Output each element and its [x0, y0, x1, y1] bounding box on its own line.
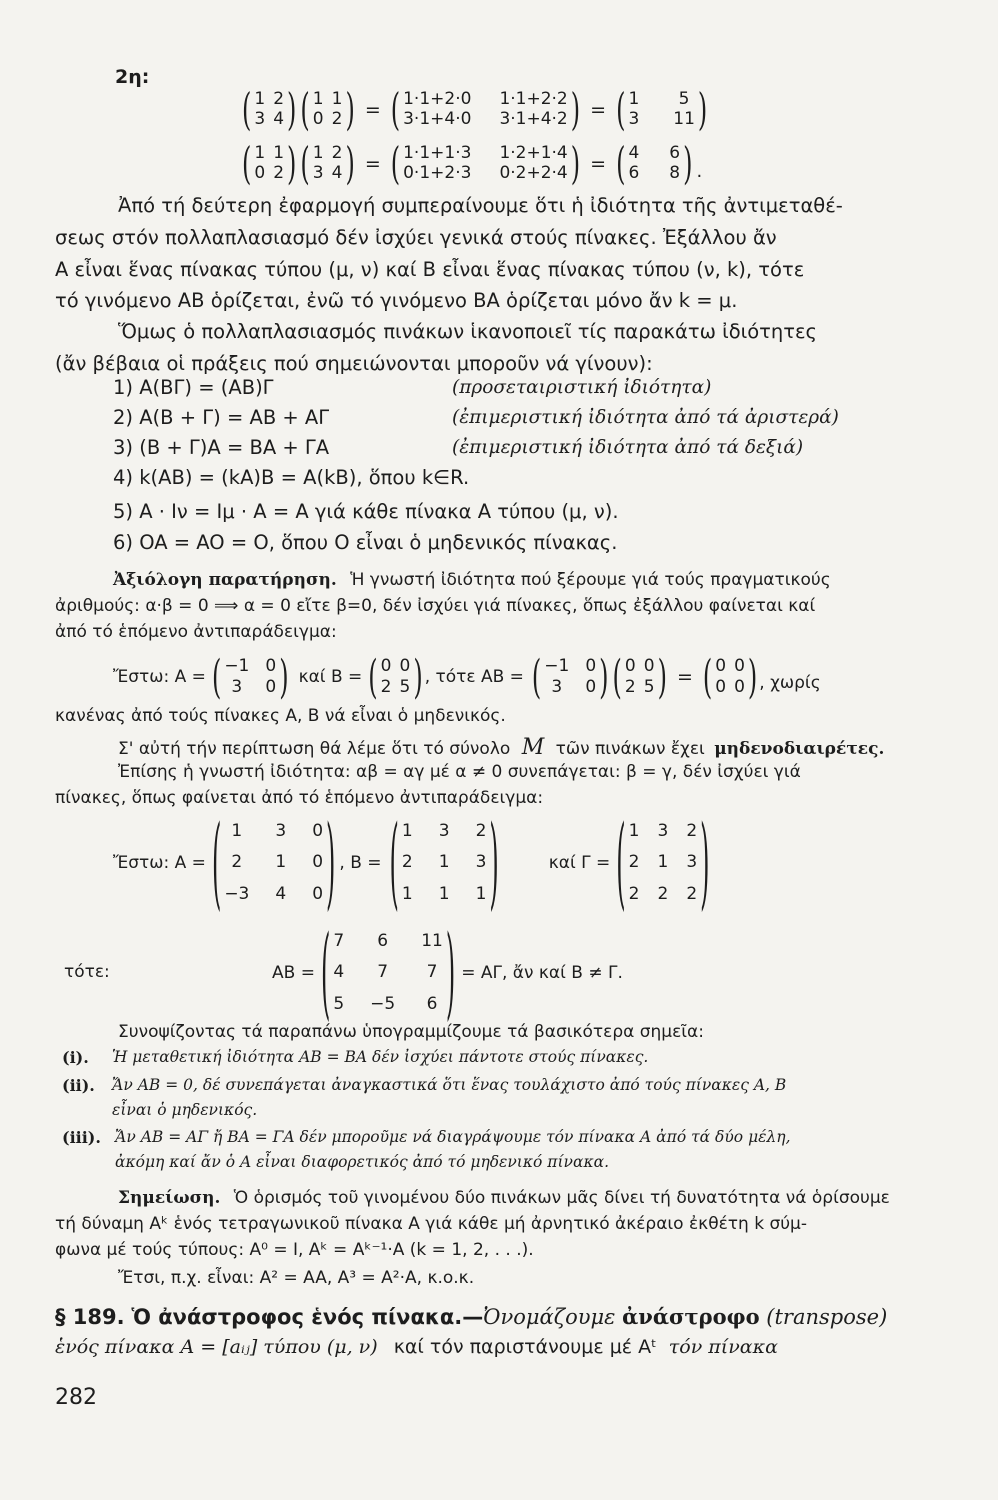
- para1-line-2: σεως στόν πολλαπλασιασμό δέν ἰσχύει γενικά στούς πίνακες. Ἐξάλλου ἄν: [55, 226, 777, 249]
- example-label: 2η:: [115, 66, 150, 88]
- ex3-intro: Ἔστω: A =: [113, 667, 206, 687]
- ex4-matrix-ab: [320, 914, 456, 1032]
- ex2-row2-b: [300, 138, 355, 190]
- ex3-matrix-b-repeat-cell-0-1: 0: [643, 655, 655, 676]
- ex3-matrix-b: [368, 650, 423, 704]
- ex4-matrix-g-cell-2-0: 2: [628, 883, 640, 904]
- ex2-row1-b-cell-1-0: 0: [312, 109, 324, 129]
- ex4-matrix-b-right-paren: ): [489, 804, 499, 922]
- counterexample-zero-product: [113, 652, 821, 702]
- ex2-row2-eq2: =: [590, 153, 607, 175]
- ex2-row2-res-cell-1-0: 6: [628, 163, 640, 183]
- ex2-row1-b-cell-0-0: 1: [312, 89, 324, 110]
- ex4-matrix-ab-cell-1-0: 4: [333, 962, 345, 983]
- zerodiv-text-a: Σ' αὐτή τήν περίπτωση θά λέμε ὅτι τό σύνολο: [118, 739, 511, 759]
- ex4-matrix-g: [616, 804, 710, 922]
- ex3-matrix-b-right-paren: ): [413, 650, 423, 704]
- ex4-matrix-a-cell-1-2: 0: [312, 852, 324, 873]
- ex2-row2-a-cells: [251, 142, 287, 186]
- para2-line-1: Ὅμως ὁ πολλαπλασιασμός πινάκων ἱκανοποιεῖ τίς παρακάτω ἰδιότητες: [118, 320, 817, 343]
- counterexample-cancellation: [113, 804, 712, 922]
- ex3-matrix-b-left-paren: (: [368, 650, 378, 704]
- property-5-formula: 5) A · Iν = Iμ · A = A γιά κάθε πίνακα A τύπου (μ, ν).: [113, 500, 619, 523]
- ex4-matrix-b-cell-2-0: 1: [401, 883, 413, 904]
- ex2-row2-b-cell-1-1: 4: [331, 163, 343, 183]
- ex3-matrix-a-cell-0-0: −1: [224, 655, 250, 676]
- section-term: ἀνάστροφο: [622, 1304, 760, 1329]
- ex3-matrix-a-right-paren: ): [279, 650, 289, 704]
- ex2-row1-a-cell-0-0: 1: [254, 89, 266, 110]
- ex3-matrix-a-cell-1-1: 0: [265, 677, 277, 697]
- ex2-row1-eq1: =: [364, 99, 381, 121]
- ex4-matrix-ab-cell-2-2: 6: [426, 993, 438, 1014]
- ex4-matrix-b-cell-2-1: 1: [438, 883, 450, 904]
- ex4-matrix-a-cell-2-0: −3: [224, 883, 250, 904]
- ex3-matrix-a-repeat-right-paren: ): [599, 650, 609, 704]
- note-line1: Ὁ ὁρισμός τοῦ γινομένου δύο πινάκων μᾶς δίνει τή δυνατότητα νά ὁρίσουμε: [233, 1188, 890, 1208]
- summary-item-3-line-2: ἀκόμη καί ἄν ὁ A εἶναι διαφορετικός ἀπό τό μηδενικό πίνακα.: [115, 1153, 610, 1171]
- property-3-formula: 3) (B + Γ)A = BA + ΓA: [113, 436, 330, 459]
- ex4-matrix-a-cell-1-1: 1: [275, 852, 287, 873]
- section-line2-b: καί τόν παριστάνουμε μέ Aᵗ: [393, 1336, 657, 1358]
- ex2-row1-prod-left-paren: (: [390, 84, 401, 136]
- ex2-row2-prod-cells: [400, 142, 571, 186]
- section-title: Ὁ ἀνάστροφος ἑνός πίνακα.—: [131, 1305, 484, 1329]
- ex4-matrix-a-cell-2-1: 4: [275, 883, 287, 904]
- ex3-matrix-b-cell-0-0: 0: [380, 655, 392, 676]
- ex4-matrix-b-left-paren: (: [389, 804, 399, 922]
- note: [118, 1188, 890, 1208]
- ex2-row2-a-left-paren: (: [242, 138, 252, 190]
- ex3-matrix-b-repeat-cell-0-0: 0: [624, 655, 636, 676]
- ex2-row1-eq2: =: [590, 99, 607, 121]
- ex3-matrix-a-left-paren: (: [211, 650, 222, 704]
- ex2-row2-res-left-paren: (: [616, 138, 626, 190]
- ex2-row1-b-cells: [310, 88, 346, 132]
- ex2-row2-res-right-paren: ): [683, 138, 693, 190]
- para1-line-1: Ἀπό τή δεύτερη ἐφαρμογή συμπεραίνουμε ὅτι ἡ ἰδιότητα τῆς ἀντιμεταθέ-: [118, 194, 843, 217]
- summary-item-2-number: (ii).: [62, 1076, 95, 1095]
- ex2-row1-b-right-paren: ): [345, 84, 355, 136]
- ex3-matrix-a-cell-1-0: 3: [231, 677, 243, 697]
- section-number: § 189.: [55, 1305, 125, 1329]
- ex3-matrix-a: [211, 650, 289, 704]
- property-3-note: (ἐπιμεριστική ἰδιότητα ἀπό τά δεξιά): [452, 437, 804, 458]
- note-line2: τή δύναμη Aᵏ ἑνός τετραγωνικοῦ πίνακα A γιά κάθε μή ἀρνητικό ἀκέραιο ἐκθέτη k σύμ-: [55, 1214, 808, 1234]
- ex2-row2-prod: [390, 138, 581, 190]
- ex4-matrix-b-cell-1-0: 2: [401, 852, 413, 873]
- ex3-matrix-b-cell-1-1: 5: [399, 677, 411, 697]
- ex2-row2-period: .: [696, 160, 703, 182]
- ex4-matrix-b-cell-0-1: 3: [438, 820, 450, 841]
- ex2-row1-prod: [390, 84, 581, 136]
- summary-item-2-line-1: Ἄν AB = 0, δέ συνεπάγεται ἀναγκαστικά ὅτι ἕνας τουλάχιστο ἀπό τούς πίνακες A, B: [112, 1076, 787, 1094]
- ex2-row2-b-right-paren: ): [345, 138, 355, 190]
- summary-item-3-number: (iii).: [62, 1128, 101, 1147]
- ex4-matrix-b-cells: [399, 813, 489, 913]
- ex4-matrix-g-cell-1-2: 3: [686, 852, 698, 873]
- ex4-matrix-g-right-paren: ): [700, 804, 710, 922]
- ex3-matrix-a-repeat-cell-1-1: 0: [585, 677, 597, 697]
- ex2-row2-res-cell-0-0: 4: [628, 143, 640, 164]
- ex4-matrix-a-cell-0-1: 3: [275, 820, 287, 841]
- remark-title: Ἀξιόλογη παρατήρηση.: [113, 570, 337, 590]
- ex3-matrix-b-cell-0-1: 0: [399, 655, 411, 676]
- ex4-matrix-g-cell-0-1: 3: [657, 820, 669, 841]
- property-1-formula: 1) A(BΓ) = (AB)Γ: [113, 376, 274, 399]
- zero-divisors-line: [118, 735, 884, 760]
- ex2-row2-res: [616, 138, 693, 190]
- ex4-matrix-ab-cell-2-0: 5: [333, 993, 345, 1014]
- ex3-matrix-b-cells: [378, 654, 414, 700]
- ex4-matrix-a: [211, 804, 336, 922]
- ex2-row1-a-cell-0-1: 2: [273, 89, 285, 110]
- ex3-zero-matrix-left-paren: (: [702, 650, 713, 704]
- ex2-row2-prod-left-paren: (: [390, 138, 401, 190]
- ex2-row1-res: [616, 84, 708, 136]
- ex2-row1-a-cells: [251, 88, 287, 132]
- property-2-formula: 2) A(B + Γ) = AB + AΓ: [113, 406, 330, 429]
- property-6-formula: 6) OA = AO = O, ὅπου O εἶναι ὁ μηδενικός πίνακας.: [113, 531, 618, 554]
- matrix-equation-row1: [240, 86, 709, 134]
- page-number: 282: [55, 1385, 97, 1410]
- ex3-matrix-a-repeat-cell-1-0: 3: [551, 677, 563, 697]
- property-1-note: (προσεταιριστική ἰδιότητα): [452, 377, 712, 398]
- ex2-row2-a-cell-0-1: 1: [273, 143, 285, 164]
- ex2-row1-res-right-paren: ): [697, 84, 708, 136]
- ex4-matrix-a-right-paren: ): [326, 804, 336, 922]
- zerodiv-text-b: τῶν πινάκων ἔχει: [555, 739, 705, 759]
- section-line2-a: ἑνός πίνακα A = [aᵢⱼ] τύπου (μ, ν): [55, 1336, 378, 1358]
- para1-line-3: A εἶναι ἕνας πίνακας τύπου (μ, ν) καί B εἶναι ἕνας πίνακας τύπου (ν, k), τότε: [55, 258, 805, 281]
- ex3-matrix-a-repeat-left-paren: (: [531, 650, 542, 704]
- ex4-matrix-g-cell-2-2: 2: [686, 883, 698, 904]
- ex3-matrix-a-repeat-cell-0-0: −1: [544, 655, 570, 676]
- ex4-matrix-a-cell-1-0: 2: [231, 852, 243, 873]
- ex4-matrix-g-left-paren: (: [616, 804, 626, 922]
- para1-line-4: τό γινόμενο AB ὁρίζεται, ἐνῶ τό γινόμενο BA ὁρίζεται μόνο ἄν k = μ.: [55, 289, 738, 312]
- ex2-row1-prod-cell-0-0: 1·1+2·0: [403, 89, 472, 110]
- ex3-matrix-a-repeat-cells: [541, 654, 599, 700]
- section-term-en: (transpose): [766, 1305, 888, 1329]
- ex2-row2-b-cells: [310, 142, 346, 186]
- counterexample-note: κανένας ἀπό τούς πίνακες A, B νά εἶναι ὁ μηδενικός.: [55, 706, 506, 726]
- ex4-tail: = AΓ, ἄν καί B ≠ Γ.: [461, 963, 623, 983]
- ex2-row2-prod-cell-0-1: 1·2+1·4: [499, 143, 568, 164]
- ex2-row1-prod-cell-1-1: 3·1+4·2: [499, 109, 568, 129]
- ex2-row1-a: [242, 84, 297, 136]
- set-m-symbol: M: [521, 735, 545, 760]
- ex2-row2-prod-cell-1-0: 0·1+2·3: [403, 163, 472, 183]
- ex3-matrix-b-repeat: [612, 650, 667, 704]
- ex4-matrix-a-cell-0-0: 1: [231, 820, 243, 841]
- ex4-matrix-g-cell-1-1: 1: [657, 852, 669, 873]
- ex3-matrix-a-repeat: [531, 650, 609, 704]
- ex4-matrix-b: [389, 804, 499, 922]
- ex4-matrix-g-cells: [626, 813, 700, 913]
- ex3-zero-matrix-cell-1-0: 0: [715, 677, 727, 697]
- ex2-row2-b-left-paren: (: [300, 138, 310, 190]
- ex3-matrix-a-cell-0-1: 0: [265, 655, 277, 676]
- ex3-zero-matrix-cell-1-1: 0: [734, 677, 745, 697]
- para2-line-2: (ἄν βέβαια οἱ πράξεις πού σημειώνονται μποροῦν νά γίνουν):: [55, 352, 653, 375]
- ex3-matrix-b-repeat-left-paren: (: [612, 650, 622, 704]
- ex3-matrix-a-cells: [221, 654, 279, 700]
- ex3-matrix-a-repeat-cell-0-1: 0: [585, 655, 597, 676]
- ex2-row1-res-cell-0-0: 1: [628, 89, 640, 110]
- ex4-matrix-ab-cells: [330, 923, 446, 1023]
- ex2-row1-b-left-paren: (: [300, 84, 310, 136]
- ex2-row1-res-left-paren: (: [616, 84, 626, 136]
- ex2-row2-res-cells: [625, 142, 683, 186]
- remark-line3: ἀπό τό ἑπόμενο ἀντιπαράδειγμα:: [55, 622, 337, 642]
- ex4-matrix-ab-cell-0-0: 7: [333, 930, 345, 951]
- ex3-matrix-b-cell-1-0: 2: [380, 677, 392, 697]
- ex3-zero-matrix: [702, 650, 758, 704]
- ex2-row1-prod-cell-1-0: 3·1+4·0: [403, 109, 472, 129]
- property-4-formula: 4) k(AB) = (kA)B = A(kB), ὅπου k∈R.: [113, 466, 470, 489]
- ex4-matrix-a-cells: [221, 813, 326, 913]
- property-2-note: (ἐπιμεριστική ἰδιότητα ἀπό τά ἀριστερά): [452, 407, 839, 428]
- ex3-zero-matrix-cells: [712, 654, 748, 700]
- ex3-eq: =: [676, 666, 693, 688]
- ex3-matrix-b-repeat-cell-1-0: 2: [624, 677, 636, 697]
- ex2-row2-res-cell-1-1: 8: [669, 163, 681, 183]
- product-ab-equation: [272, 914, 623, 1032]
- summary-item-1-number: (i).: [62, 1048, 89, 1067]
- matrix-equation-row2: [240, 140, 702, 188]
- ex4-matrix-g-cell-0-2: 2: [686, 820, 698, 841]
- ex2-row2-a: [242, 138, 297, 190]
- ex2-row2-a-right-paren: ): [287, 138, 297, 190]
- note-line3: φωνα μέ τούς τύπους: A⁰ = I, Aᵏ = Aᵏ⁻¹·A (k = 1, 2, . . .).: [55, 1240, 534, 1260]
- cancellation-line2: πίνακες, ὅπως φαίνεται ἀπό τό ἑπόμενο ἀντιπαράδειγμα:: [55, 788, 544, 808]
- ex3-and-b: καί B =: [298, 667, 363, 687]
- ex3-then-ab: , τότε AB =: [424, 667, 524, 687]
- ex4-matrix-ab-cell-0-1: 6: [377, 930, 389, 951]
- ex2-row1-a-left-paren: (: [242, 84, 252, 136]
- ex2-row2-b-cell-1-0: 3: [312, 163, 324, 183]
- ex2-row1-res-cells: [625, 88, 697, 132]
- ex4-matrix-b-cell-0-0: 1: [401, 820, 413, 841]
- ex2-row1-a-cell-1-1: 4: [273, 109, 285, 129]
- ex4-matrix-g-cell-1-0: 2: [628, 852, 640, 873]
- ex2-row1-res-cell-1-1: 11: [673, 109, 695, 129]
- ex4-b-label: , B =: [339, 853, 382, 873]
- ex2-row2-res-cell-0-1: 6: [669, 143, 681, 164]
- ex2-row2-b-cell-0-1: 2: [331, 143, 343, 164]
- zero-divisors-term: μηδενοδιαιρέτες.: [714, 739, 885, 759]
- ex4-matrix-a-cell-0-2: 0: [312, 820, 324, 841]
- ex4-matrix-ab-cell-1-1: 7: [377, 962, 389, 983]
- ex3-zero-matrix-cell-0-0: 0: [715, 655, 727, 676]
- section-line2-c: τόν πίνακα: [668, 1336, 778, 1358]
- remark-line1: Ἡ γνωστή ἰδιότητα πού ξέρουμε γιά τούς πραγματικούς: [350, 570, 831, 590]
- note-line4: Ἔτσι, π.χ. εἶναι: A² = AA, A³ = A²·A, κ.ο.κ.: [118, 1268, 475, 1288]
- cancellation-line: Ἐπίσης ἡ γνωστή ἰδιότητα: αβ = αγ μέ α ≠ 0 συνεπάγεται: β = γ, δέν ἰσχύει γιά: [118, 762, 801, 782]
- ex2-row2-prod-right-paren: ): [570, 138, 581, 190]
- ex4-g-label: καί Γ =: [548, 853, 611, 873]
- ex4-matrix-a-left-paren: (: [211, 804, 222, 922]
- ex2-row1-prod-cells: [400, 88, 571, 132]
- ex4-matrix-b-cell-2-2: 1: [475, 883, 487, 904]
- ex2-row2-a-cell-1-0: 0: [254, 163, 266, 183]
- ex4-matrix-ab-cell-0-2: 11: [421, 930, 443, 951]
- ex4-matrix-b-cell-1-1: 1: [438, 852, 450, 873]
- ex2-row1-res-cell-0-1: 5: [678, 89, 690, 110]
- ex4-matrix-ab-left-paren: (: [320, 914, 331, 1032]
- ex4-intro: Ἔστω: A =: [113, 853, 206, 873]
- ex4-matrix-g-cell-2-1: 2: [657, 883, 669, 904]
- ex3-zero-matrix-cell-0-1: 0: [734, 655, 745, 676]
- ex2-row1-a-cell-1-0: 3: [254, 109, 266, 129]
- ex2-row1-prod-cell-0-1: 1·1+2·2: [499, 89, 568, 110]
- ex4-matrix-g-cell-0-0: 1: [628, 820, 640, 841]
- ex2-row2-prod-cell-0-0: 1·1+1·3: [403, 143, 472, 164]
- ex2-row1-b: [300, 84, 355, 136]
- ex4-matrix-ab-cell-2-1: −5: [370, 993, 396, 1014]
- ex2-row1-res-cell-1-0: 3: [628, 109, 640, 129]
- ex4-matrix-ab-cell-1-2: 7: [426, 962, 438, 983]
- ex4-matrix-b-cell-1-2: 3: [475, 852, 487, 873]
- remark: [113, 570, 831, 590]
- ex4-matrix-a-cell-2-2: 0: [312, 883, 324, 904]
- ex3-matrix-b-repeat-cell-1-1: 5: [643, 677, 655, 697]
- ex2-row2-prod-cell-1-1: 0·2+2·4: [499, 163, 568, 183]
- ex3-matrix-b-repeat-cells: [622, 654, 658, 700]
- ex4-ab-label: AB =: [272, 963, 315, 983]
- ex2-row1-a-right-paren: ): [287, 84, 297, 136]
- section-line2: [55, 1336, 778, 1358]
- summary-item-1-line-1: Ἡ μεταθετική ἰδιότητα AB = BA δέν ἰσχύει πάντοτε στούς πίνακες.: [112, 1048, 649, 1066]
- ex2-row2-a-cell-0-0: 1: [254, 143, 266, 164]
- remark-line2: ἀριθμούς: α·β = 0 ⟹ α = 0 εἴτε β=0, δέν ἰσχύει γιά πίνακες, ὅπως ἐξάλλου φαίνεται καί: [55, 596, 816, 616]
- section-def-start: Ὀνομάζουμε: [483, 1305, 616, 1329]
- ex2-row1-prod-right-paren: ): [570, 84, 581, 136]
- ex2-row2-a-cell-1-1: 2: [273, 163, 285, 183]
- ex3-without: , χωρίς: [759, 673, 821, 693]
- ex3-matrix-b-repeat-right-paren: ): [657, 650, 667, 704]
- summary-intro: Συνοψίζοντας τά παραπάνω ὑπογραμμίζουμε τά βασικότερα σημεῖα:: [118, 1022, 704, 1042]
- ex2-row1-b-cell-0-1: 1: [331, 89, 343, 110]
- ex2-row2-b-cell-0-0: 1: [312, 143, 324, 164]
- ex4-matrix-b-cell-0-2: 2: [475, 820, 487, 841]
- ex2-row2-eq1: =: [364, 153, 381, 175]
- tote-label: τότε:: [64, 962, 110, 982]
- ex2-row1-b-cell-1-1: 2: [331, 109, 343, 129]
- ex3-zero-matrix-right-paren: ): [747, 650, 758, 704]
- summary-item-2-line-2: εἶναι ὁ μηδενικός.: [112, 1101, 258, 1119]
- summary-item-3-line-1: Ἄν AB = AΓ ἤ BA = ΓA δέν μποροῦμε νά διαγράψουμε τόν πίνακα A ἀπό τά δύο μέλη,: [115, 1128, 791, 1146]
- ex4-matrix-ab-right-paren: ): [445, 914, 456, 1032]
- note-title: Σημείωση.: [118, 1188, 221, 1208]
- section-heading: [55, 1304, 887, 1329]
